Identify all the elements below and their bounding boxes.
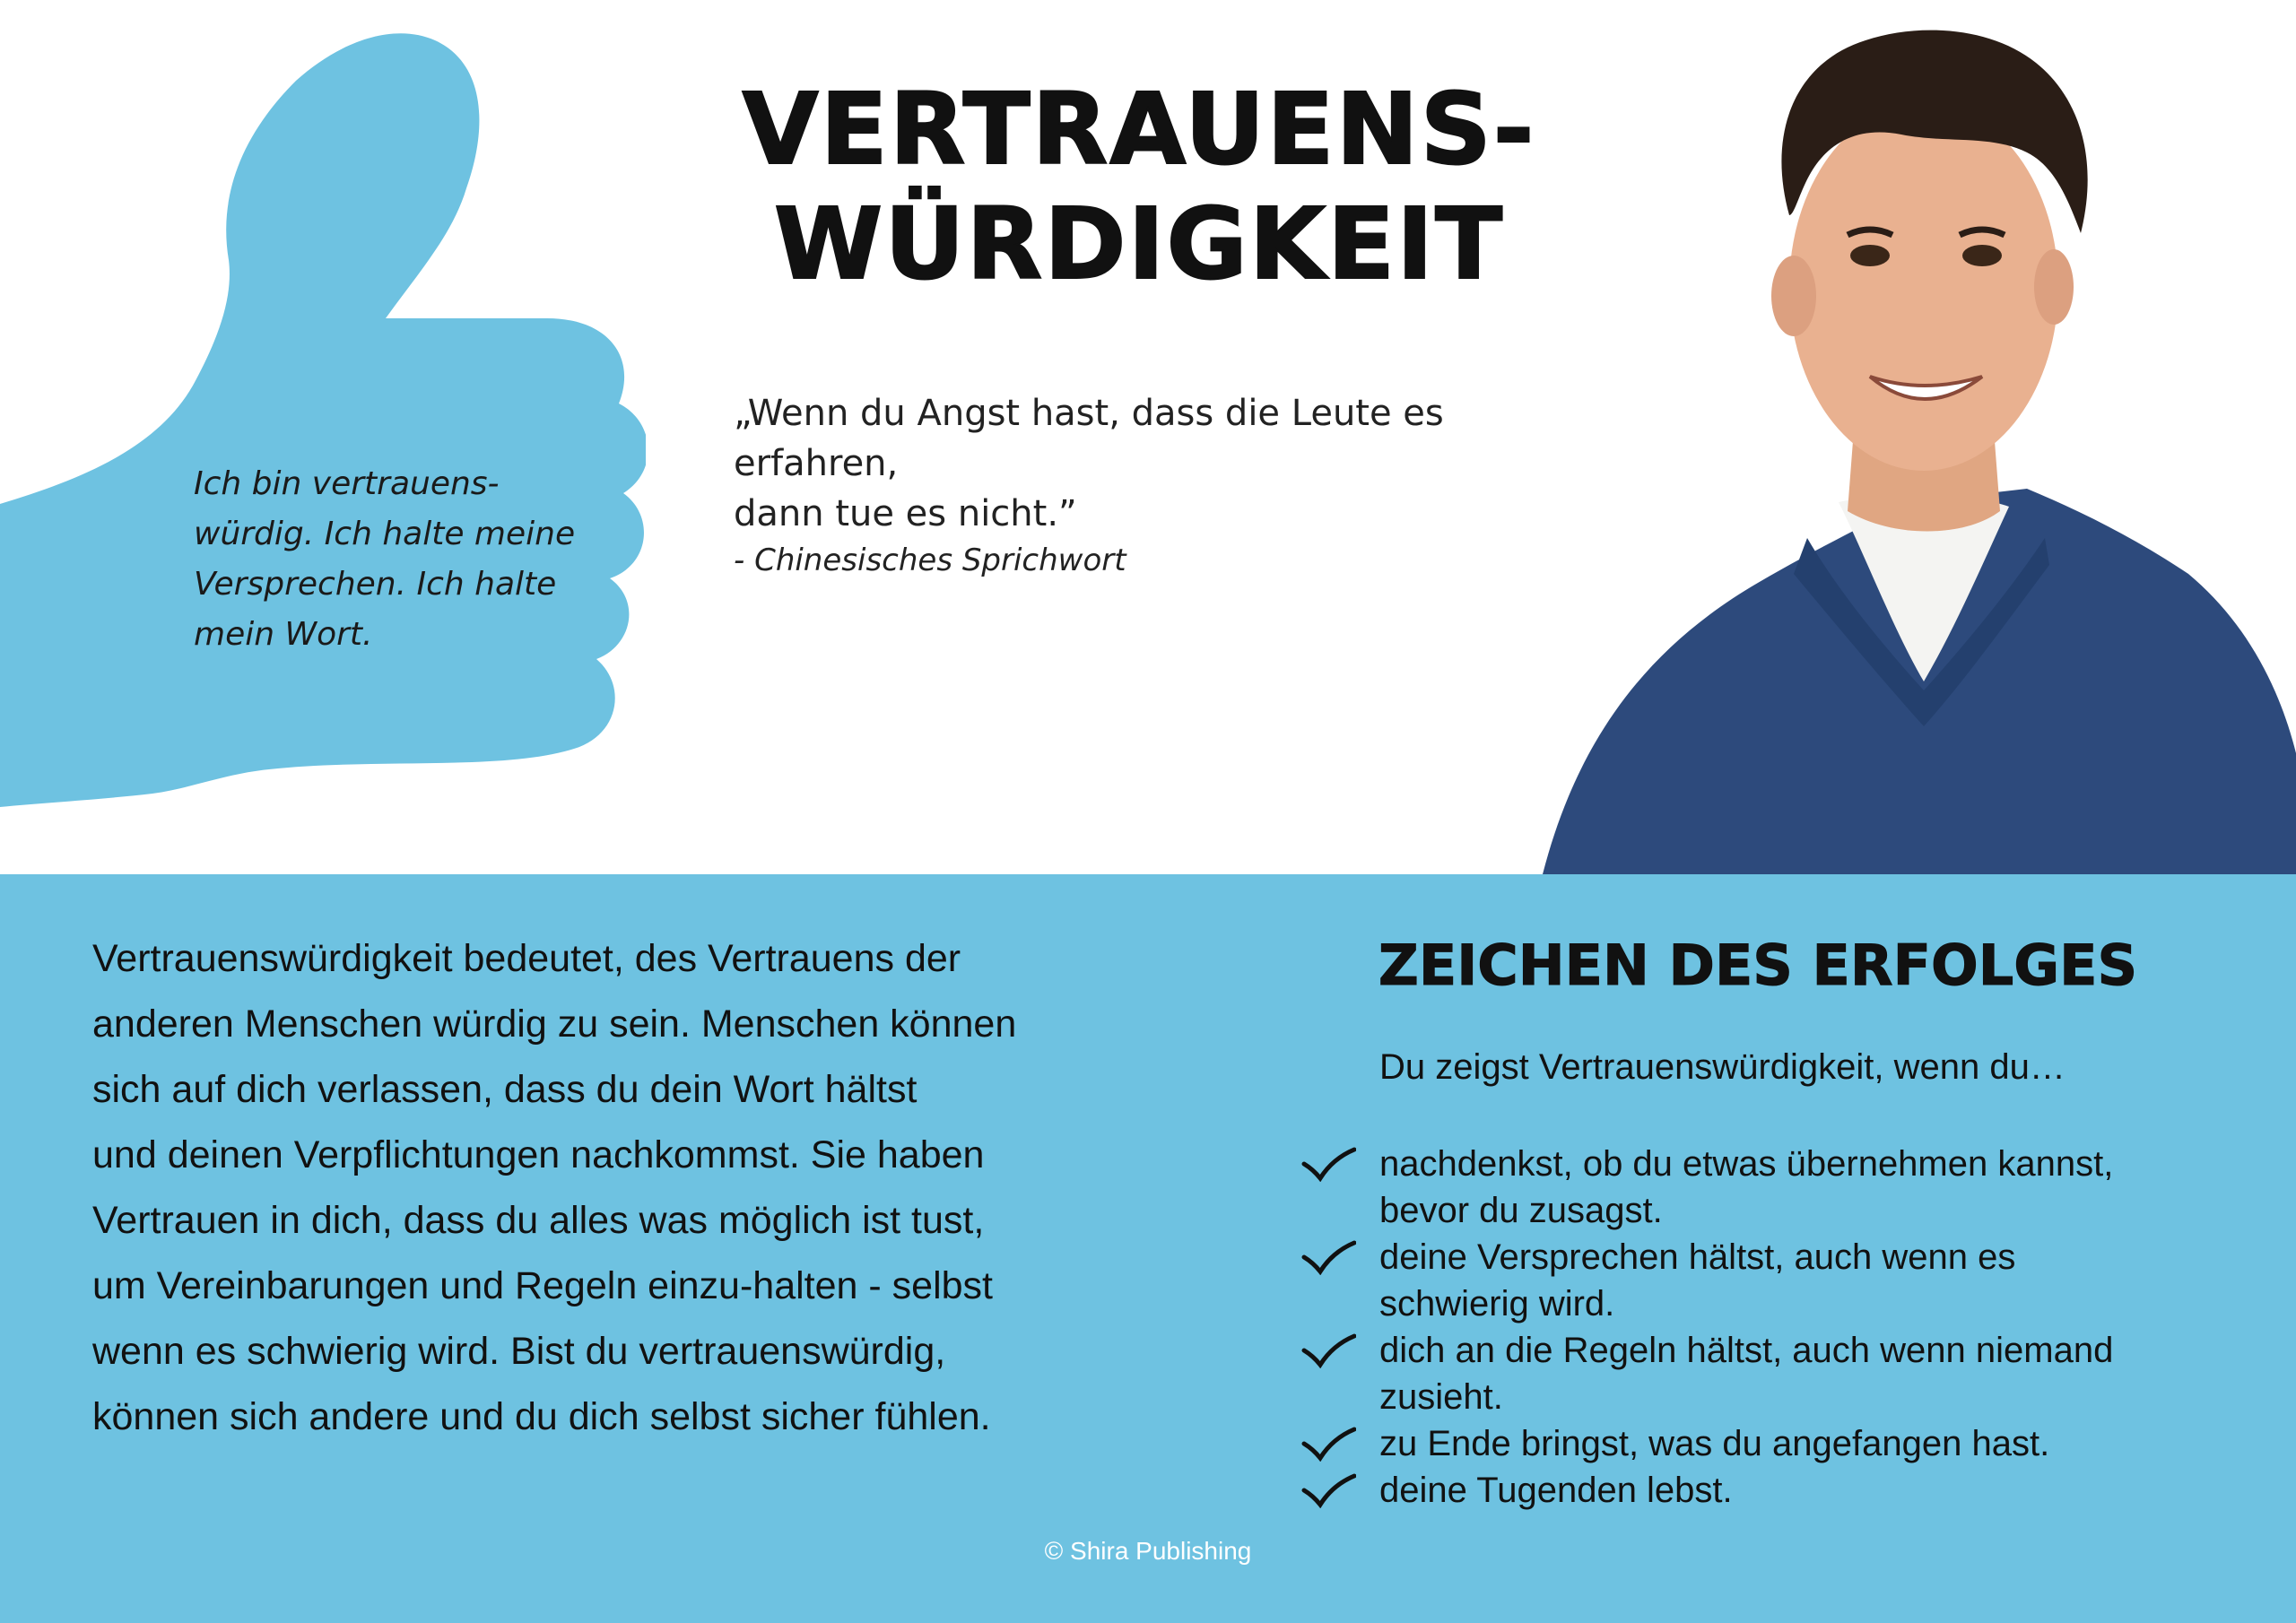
signs-item-text: zu Ende bringst, was du angefangen hast. (1379, 1424, 2050, 1463)
smiling-young-man-photo (1525, 0, 2296, 874)
quote-text: „Wenn du Angst hast, dass die Leute es erfahren, dann tue es nicht.” (734, 393, 1444, 534)
definition-line: Vertrauenswürdigkeit bedeutet, des Vertrauens der (92, 937, 961, 980)
definition-line: Vertrauen in dich, dass du alles was möglich ist tust, (92, 1199, 985, 1242)
signs-item-text-continued: schwierig wird. (1379, 1284, 1615, 1324)
signs-list-item (1300, 1420, 2251, 1467)
page-title-line-1: VERTRAUENS- (742, 72, 1536, 187)
definition-line: um Vereinbarungen und Regeln einzu-halten - selbst (92, 1264, 993, 1307)
signs-list-item (1300, 1467, 2251, 1514)
checkmark-icon (1300, 1332, 1356, 1368)
signs-item-text-continued: bevor du zusagst. (1379, 1191, 1663, 1230)
page-title (735, 72, 1543, 301)
checkmark-icon (1300, 1426, 1356, 1462)
signs-list-item (1300, 1141, 2251, 1234)
signs-list-item (1300, 1234, 2251, 1327)
signs-title: ZEICHEN DES ERFOLGES (1378, 933, 2138, 998)
thumbs-up-icon (0, 27, 646, 816)
checkmark-icon (1300, 1146, 1356, 1182)
signs-item-text-continued: zusieht. (1379, 1377, 1503, 1417)
checkmark-icon (1300, 1239, 1356, 1275)
checkmark-icon (1300, 1472, 1356, 1508)
signs-list-item (1300, 1327, 2251, 1420)
signs-intro: Du zeigst Vertrauenswürdigkeit, wenn du… (1379, 1047, 2066, 1087)
signs-item-text: deine Versprechen hältst, auch wenn es (1379, 1237, 2016, 1277)
definition-line: anderen Menschen würdig zu sein. Menschen können (92, 1002, 1017, 1046)
thumb-statement: Ich bin vertrauens- würdig. Ich halte meine Versprechen. Ich halte mein Wort. (194, 465, 576, 653)
quote-source: - Chinesisches Sprichwort (734, 542, 1126, 578)
signs-item-text: nachdenkst, ob du etwas übernehmen kannst, (1379, 1144, 2114, 1184)
signs-item-text: dich an die Regeln hältst, auch wenn niemand (1379, 1331, 2114, 1370)
definition-line: sich auf dich verlassen, dass du dein Wort hältst (92, 1068, 918, 1111)
copyright-notice: © Shira Publishing (1044, 1537, 1252, 1565)
definition-paragraph (92, 926, 1169, 1450)
signs-item-text: deine Tugenden lebst. (1379, 1471, 1733, 1510)
signs-list (1300, 1141, 2251, 1514)
definition-line: und deinen Verpflichtungen nachkommst. Sie haben (92, 1133, 985, 1176)
definition-line: wenn es schwierig wird. Bist du vertrauenswürdig, (92, 1330, 946, 1373)
page-title-line-2: WÜRDIGKEIT (773, 187, 1505, 301)
definition-line: können sich andere und du dich selbst sicher fühlen. (92, 1395, 991, 1438)
